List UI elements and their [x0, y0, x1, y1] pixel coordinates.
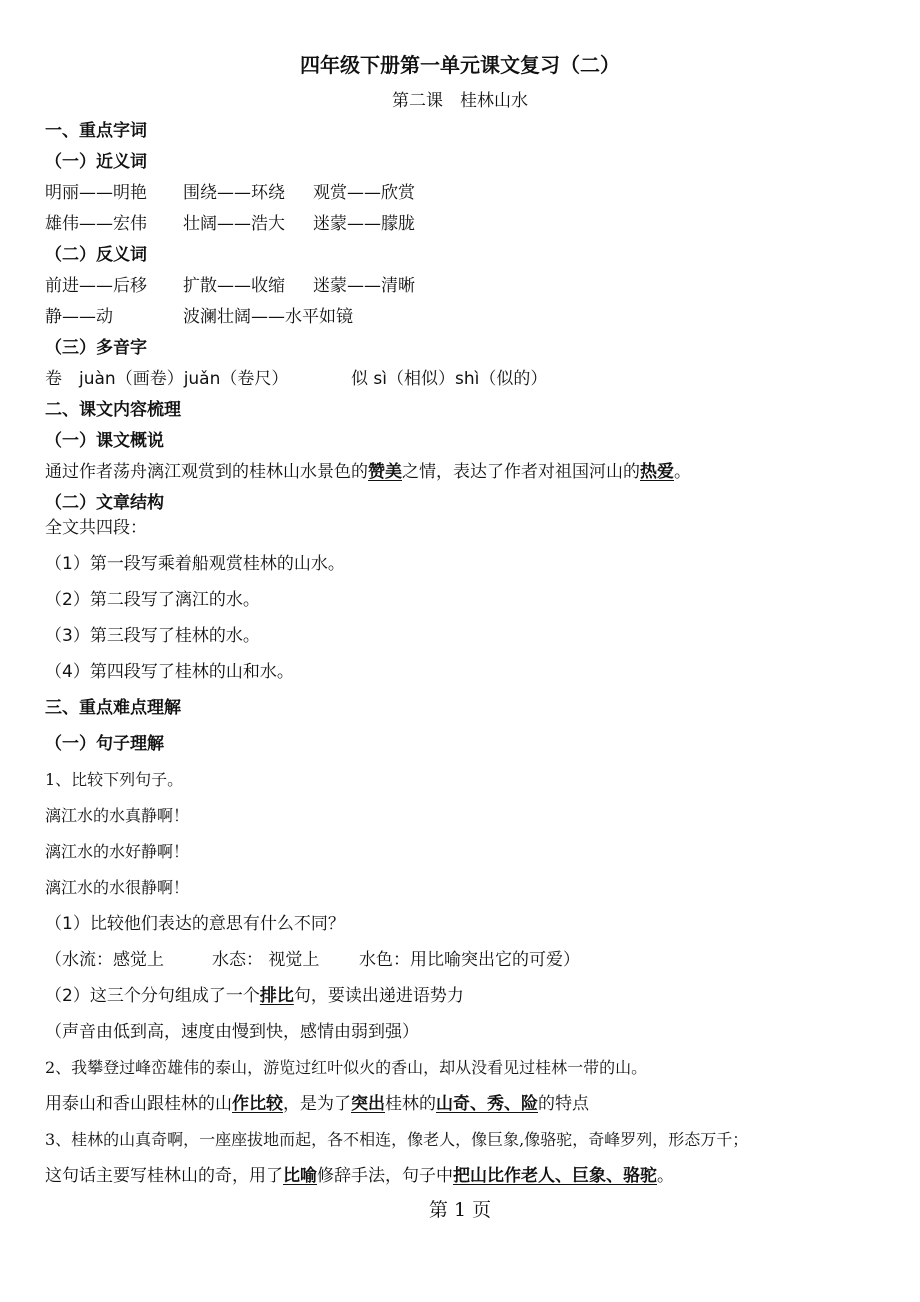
question-1-2	[45, 985, 464, 1007]
structure-intro: 全文共四段：	[45, 518, 147, 538]
antonym-row-1	[45, 275, 415, 297]
polyphone-juan: 卷 juàn（画卷）juǎn（卷尺）	[45, 369, 289, 389]
section-2-heading: 二、课文内容梳理	[45, 400, 181, 420]
example-sentence: 漓江水的水好静啊！	[45, 842, 190, 861]
question-1: 1、比较下列句子。	[45, 770, 184, 789]
example-sentence: 漓江水的水很静啊！	[45, 878, 190, 897]
answer-part: 桂林的	[385, 1094, 436, 1114]
answer-2	[45, 1093, 589, 1115]
question-part: 句，要读出递进语势力	[293, 986, 464, 1006]
answer-part: ，是为了	[283, 1094, 351, 1114]
answer-part: 水色：用比喻突出它的可爱）	[359, 950, 580, 970]
polyphone-row	[45, 368, 547, 390]
page-number: 第 1 页	[428, 1199, 492, 1221]
paragraph-1-summary: （1）第一段写乘着船观赏桂林的山水。	[45, 554, 345, 574]
key-word-comparison: 作比较	[232, 1094, 283, 1114]
answer-1-2: （声音由低到高，速度由慢到快，感情由弱到强）	[45, 1022, 419, 1042]
polyphone-si: 似 sì（相似）shì（似的）	[351, 369, 548, 389]
paragraph-4-summary: （4）第四段写了桂林的山和水。	[45, 662, 294, 682]
summary-part: 之情，表达了作者对祖国河山的	[402, 462, 640, 482]
synonym-pair: 围绕——环绕	[183, 183, 285, 203]
answer-part: 修辞手法，句子中	[317, 1166, 453, 1186]
key-word-parallelism: 排比	[259, 986, 294, 1006]
key-phrase-metaphor: 把山比作老人、巨象、骆驼	[453, 1166, 657, 1186]
section-1-heading: 一、重点字词	[45, 121, 147, 141]
paragraph-2-summary: （2）第二段写了漓江的水。	[45, 590, 260, 610]
synonym-pair: 观赏——欣赏	[313, 183, 415, 203]
antonym-pair: 扩散——收缩	[183, 276, 285, 296]
key-word-love: 热爱	[640, 462, 674, 482]
synonym-pair: 雄伟——宏伟	[45, 214, 147, 234]
polyphones-heading: （三）多音字	[45, 338, 147, 358]
key-word-praise: 赞美	[368, 462, 402, 482]
key-word-metaphor: 比喻	[283, 1166, 317, 1186]
summary-part: 通过作者荡舟漓江观赏到的桂林山水景色的	[45, 462, 368, 482]
antonym-pair: 静——动	[45, 307, 113, 327]
answer-part: 用泰山和香山跟桂林的山	[45, 1094, 232, 1114]
example-sentence: 漓江水的水真静啊！	[45, 806, 190, 825]
answer-part: 。	[657, 1166, 674, 1186]
structure-heading: （二）文章结构	[45, 493, 164, 513]
key-word-highlight: 突出	[351, 1094, 385, 1114]
answer-part: 的特点	[538, 1094, 589, 1114]
question-part: （2）这三个分句组成了一个	[45, 986, 260, 1006]
synonym-pair: 壮阔——浩大	[183, 214, 285, 234]
sentence-heading: （一）句子理解	[45, 734, 164, 754]
synonym-pair: 迷蒙——朦胧	[313, 214, 415, 234]
question-2: 2、我攀登过峰峦雄伟的泰山，游览过红叶似火的香山，却从没看见过桂林一带的山。	[45, 1058, 648, 1077]
question-1-1: （1）比较他们表达的意思有什么不同？	[45, 914, 345, 934]
antonym-pair: 前进——后移	[45, 276, 147, 296]
section-3-heading: 三、重点难点理解	[45, 698, 181, 718]
paragraph-3-summary: （3）第三段写了桂林的水。	[45, 626, 260, 646]
answer-part: （水流：感觉上	[45, 950, 164, 970]
antonym-pair: 迷蒙——清晰	[313, 276, 415, 296]
overview-heading: （一）课文概说	[45, 431, 164, 451]
answer-part: 水态： 视觉上	[212, 950, 320, 970]
answer-part: 这句话主要写桂林山的奇，用了	[45, 1166, 283, 1186]
synonym-row-1	[45, 182, 415, 204]
page-title: 四年级下册第一单元课文复习（二）	[300, 53, 620, 77]
antonym-pair: 波澜壮阔——水平如镜	[183, 307, 353, 327]
synonym-pair: 明丽——明艳	[45, 183, 147, 203]
synonyms-heading: （一）近义词	[45, 152, 147, 172]
summary-part: 。	[674, 462, 691, 482]
answer-1-1	[45, 949, 580, 971]
antonym-row-2	[45, 306, 353, 328]
synonym-row-2	[45, 213, 415, 235]
antonyms-heading: （二）反义词	[45, 245, 147, 265]
question-3: 3、桂林的山真奇啊，一座座拔地而起，各不相连，像老人，像巨象,像骆驼，奇峰罗列，形态万千；	[45, 1130, 749, 1149]
answer-3	[45, 1165, 674, 1187]
lesson-subtitle: 第二课 桂林山水	[392, 91, 528, 111]
summary-text	[45, 461, 691, 483]
key-word-features: 山奇、秀、险	[436, 1094, 538, 1114]
